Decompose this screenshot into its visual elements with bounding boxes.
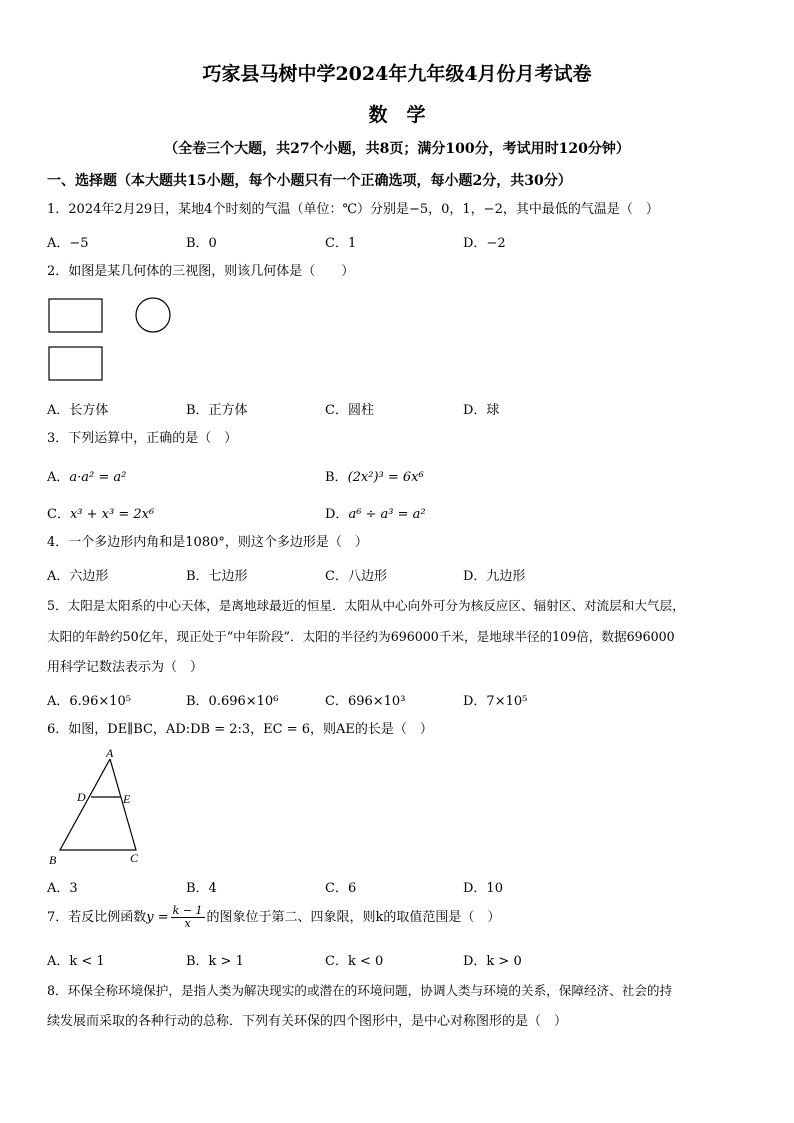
q5-option-a: A．6.96×10⁵ [47, 694, 131, 709]
q1-option-c: C．1 [325, 236, 357, 251]
three-view-figure [46, 296, 181, 386]
q4-option-d: D．九边形 [463, 569, 526, 584]
question-1-stem: 1．2024年2月29日，某地4个时刻的气温（单位：℃）分别是−5，0，1，−2，其中最低的气温是（ ） [47, 202, 659, 217]
label-e: E [123, 792, 131, 806]
label-a: A [106, 746, 114, 760]
q3-option-b [325, 466, 424, 485]
q3-option-c-expression: x³ + x³ = 2x⁶ [69, 507, 155, 522]
question-4-stem: 4．一个多边形内角和是1080°，则这个多边形是（ ） [47, 535, 368, 550]
exam-title: 巧家县马树中学2024年九年级4月份月考试卷 [202, 63, 592, 85]
q2-option-b: B．正方体 [186, 403, 248, 418]
q5-option-b: B．0.696×10⁶ [186, 694, 279, 709]
q2-option-c: C．圆柱 [325, 403, 374, 418]
q7-option-c: C．k < 0 [325, 954, 384, 969]
q7-suffix: 的图象位于第二、四象限，则k的取值范围是（ ） [206, 910, 501, 925]
question-6-stem: 6．如图，DE∥BC，AD:DB = 2:3，EC = 6，则AE的长是（ ） [47, 722, 433, 737]
q3-option-d-label: D． [325, 507, 349, 522]
q6-option-a: A．3 [47, 881, 78, 896]
q3-option-a [47, 466, 126, 485]
q7-denominator: x [184, 917, 191, 930]
question-5-line-2: 太阳的年龄约50亿年，现正处于“中年阶段”．太阳的半径约为696000千米，是地球半径的109倍，数据696000 [47, 629, 675, 644]
q2-option-a: A．长方体 [47, 403, 109, 418]
question-7-stem [47, 905, 500, 930]
side-view-circle [136, 298, 170, 332]
label-d: D [77, 790, 86, 804]
q5-option-c: C．696×10³ [325, 694, 406, 709]
triangle-figure [44, 744, 154, 869]
question-5-line-3: 用科学记数法表示为（ ） [47, 660, 204, 675]
q1-option-a: A．−5 [47, 236, 89, 251]
exam-instructions: （全卷三个大题，共27个小题，共8页；满分100分，考试用时120分钟） [164, 141, 630, 157]
q3-option-d [325, 503, 426, 522]
q3-option-c [47, 503, 154, 522]
q7-option-b: B．k > 1 [186, 954, 244, 969]
q3-option-b-expression: (2x²)³ = 6x⁶ [347, 470, 424, 485]
q7-option-a: A．k < 1 [47, 954, 105, 969]
q6-option-c: C．6 [325, 881, 357, 896]
subject-title: 数 学 [368, 104, 426, 126]
q3-option-d-expression: a⁶ ÷ a³ = a² [348, 507, 426, 522]
q3-option-a-label: A． [47, 470, 70, 485]
q1-option-b: B．0 [186, 236, 217, 251]
question-3-stem: 3．下列运算中，正确的是（ ） [47, 431, 238, 446]
q4-option-b: B．七边形 [186, 569, 248, 584]
q7-numerator: k − 1 [172, 904, 203, 917]
q4-option-a: A．六边形 [47, 569, 109, 584]
q3-option-a-expression: a·a² = a² [69, 470, 127, 485]
q6-option-b: B．4 [186, 881, 217, 896]
q7-prefix: 7．若反比例函数 [47, 910, 147, 925]
q2-option-d: D．球 [463, 403, 500, 418]
label-b: B [49, 853, 57, 867]
q5-option-d: D．7×10⁵ [463, 694, 528, 709]
q6-option-d: D．10 [463, 881, 503, 896]
label-c: C [130, 851, 139, 865]
q3-option-c-label: C． [47, 507, 70, 522]
q7-option-d: D．k > 0 [463, 954, 522, 969]
q7-fraction [171, 905, 205, 930]
question-8-line-1: 8．环保全称环境保护，是指人类为解决现实的或潜在的环境问题，协调人类与环境的关系，保障经济、社会的持 [47, 983, 673, 998]
q7-y: y = [146, 910, 169, 925]
top-view-rectangle [49, 347, 102, 380]
question-2-stem: 2．如图是某几何体的三视图，则该几何体是（ ） [47, 264, 355, 279]
q4-option-c: C．八边形 [325, 569, 387, 584]
question-5-line-1: 5．太阳是太阳系的中心天体，是离地球最近的恒星．太阳从中心向外可分为核反应区、辐射区、对流层和大气层， [47, 598, 685, 613]
front-view-rectangle [49, 299, 102, 332]
question-8-line-2: 续发展而采取的各种行动的总称．下列有关环保的四个图形中，是中心对称图形的是（ ） [47, 1014, 568, 1029]
q1-option-d: D．−2 [463, 236, 506, 251]
q3-option-b-label: B． [325, 470, 348, 485]
section-heading: 一、选择题（本大题共15小题，每个小题只有一个正确选项，每小题2分，共30分） [47, 173, 572, 189]
